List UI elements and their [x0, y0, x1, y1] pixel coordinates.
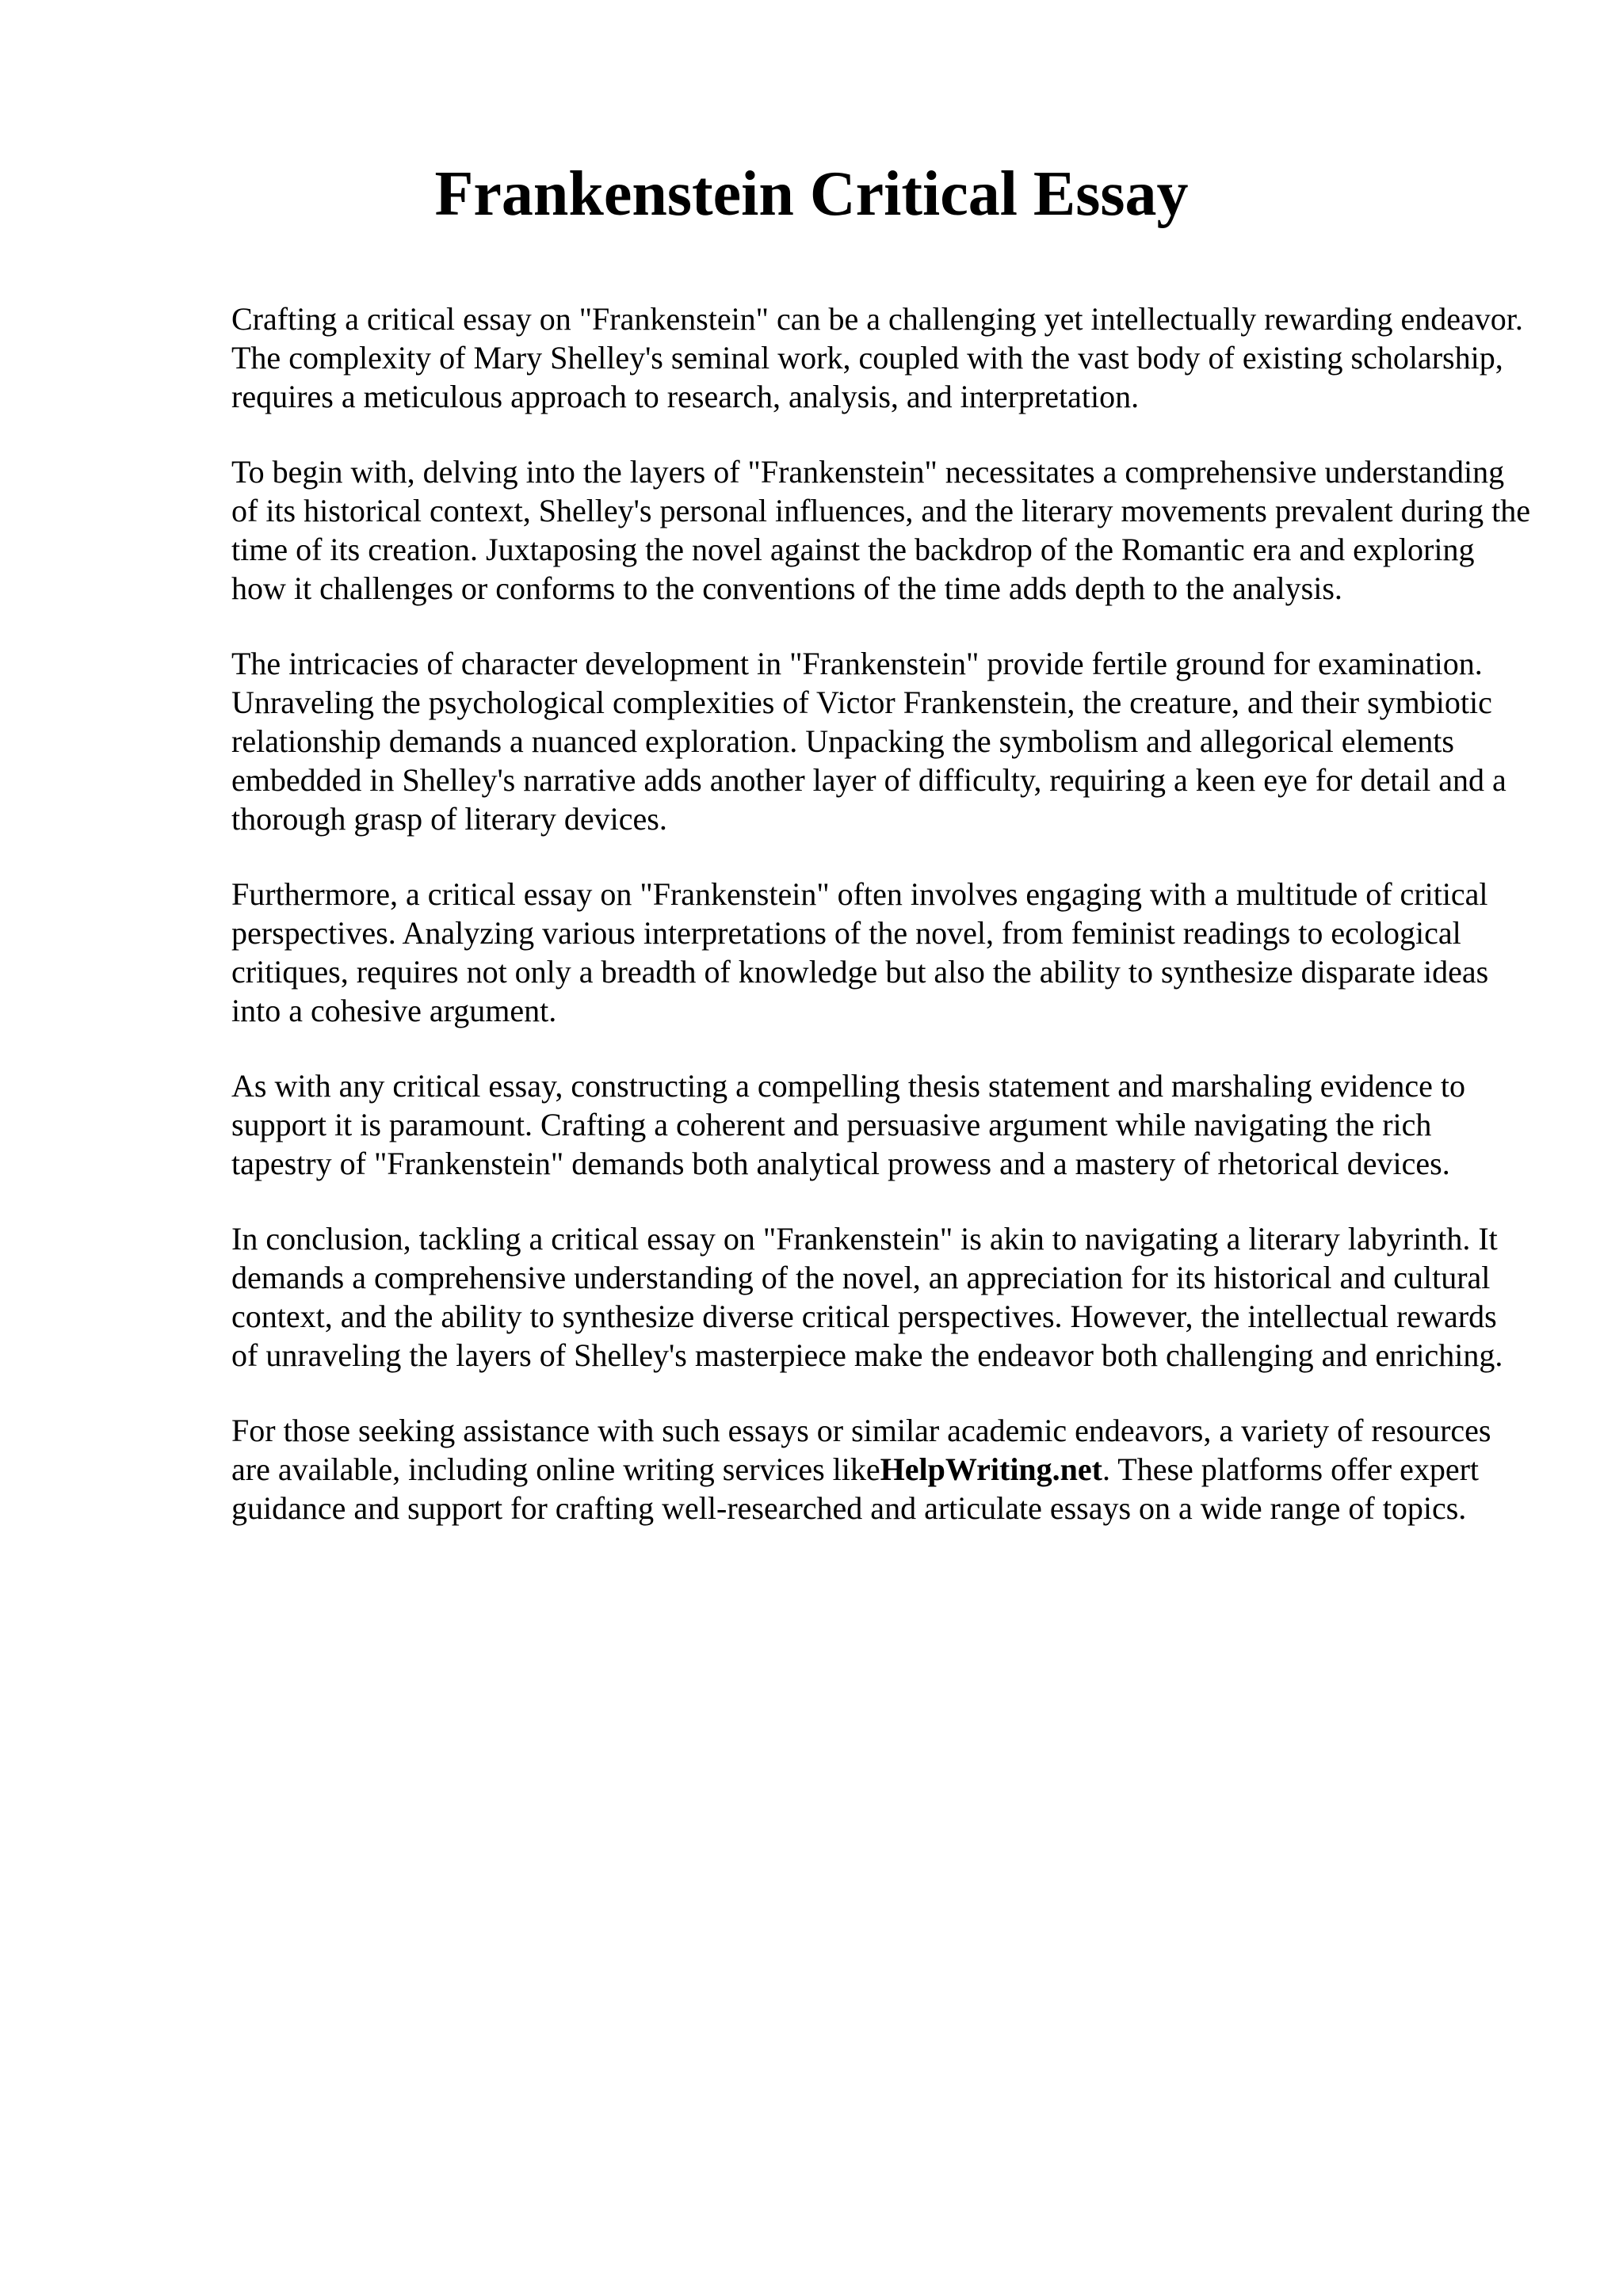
paragraph-6: In conclusion, tackling a critical essay on "Frankenstein" is akin to navigating a literary labyrinth. It demands a comprehensive understanding of the novel, an appreciation for its historical and cultural context, and the ability to synthesize diverse critical perspectives. However, the intellectual rewards of unraveling the layers of Shelley's masterpiece make the endeavor both challenging and enriching.	[231, 1221, 1503, 1373]
paragraph-3: The intricacies of character development in "Frankenstein" provide fertile ground for examination. Unraveling the psychological complexities of Victor Frankenstein, the creature, and their symbiotic relationship demands a nuanced exploration. Unpacking the symbolism and allegorical elements embedded in Shelley's narrative adds another layer of difficulty, requiring a keen eye for detail and a thorough grasp of literary devices.	[231, 646, 1507, 837]
paragraph-7	[231, 1411, 1531, 1527]
essay-body	[231, 299, 1531, 1564]
paragraph-7-after-link: . These platforms offer expert guidance and support for crafting well-researched and articulate essays on a wide range of topics.	[231, 1451, 1480, 1526]
paragraph-1: Crafting a critical essay on "Frankenstein" can be a challenging yet intellectually rewarding endeavor. The complexity of Mary Shelley's seminal work, coupled with the vast body of existing scholarship, requires a meticulous approach to research, analysis, and interpretation.	[231, 301, 1523, 414]
paragraph-4: Furthermore, a critical essay on "Frankenstein" often involves engaging with a multitude of critical perspectives. Analyzing various interpretations of the novel, from feminist readings to ecological critiques, requires not only a breadth of knowledge but also the ability to synthesize disparate ideas into a cohesive argument.	[231, 876, 1489, 1028]
paragraph-5: As with any critical essay, constructing a compelling thesis statement and marshaling evidence to support it is paramount. Crafting a coherent and persuasive argument while navigating the rich tapestry of "Frankenstein" demands both analytical prowess and a mastery of rhetorical devices.	[231, 1068, 1465, 1181]
paragraph-7-before-link: For those seeking assistance with such essays or similar academic endeavors, a variety of resources are available, including online writing services like	[231, 1413, 1491, 1487]
paragraph-2: To begin with, delving into the layers of "Frankenstein" necessitates a comprehensive understanding of its historical context, Shelley's personal influences, and the literary movements prevalent during the time of its creation. Juxtaposing the novel against the backdrop of the Romantic era and exploring how it challenges or conforms to the conventions of the time adds depth to the analysis.	[231, 454, 1530, 606]
document-title: Frankenstein Critical Essay	[434, 159, 1189, 229]
helpwriting-link[interactable]: HelpWriting.net	[880, 1451, 1102, 1487]
